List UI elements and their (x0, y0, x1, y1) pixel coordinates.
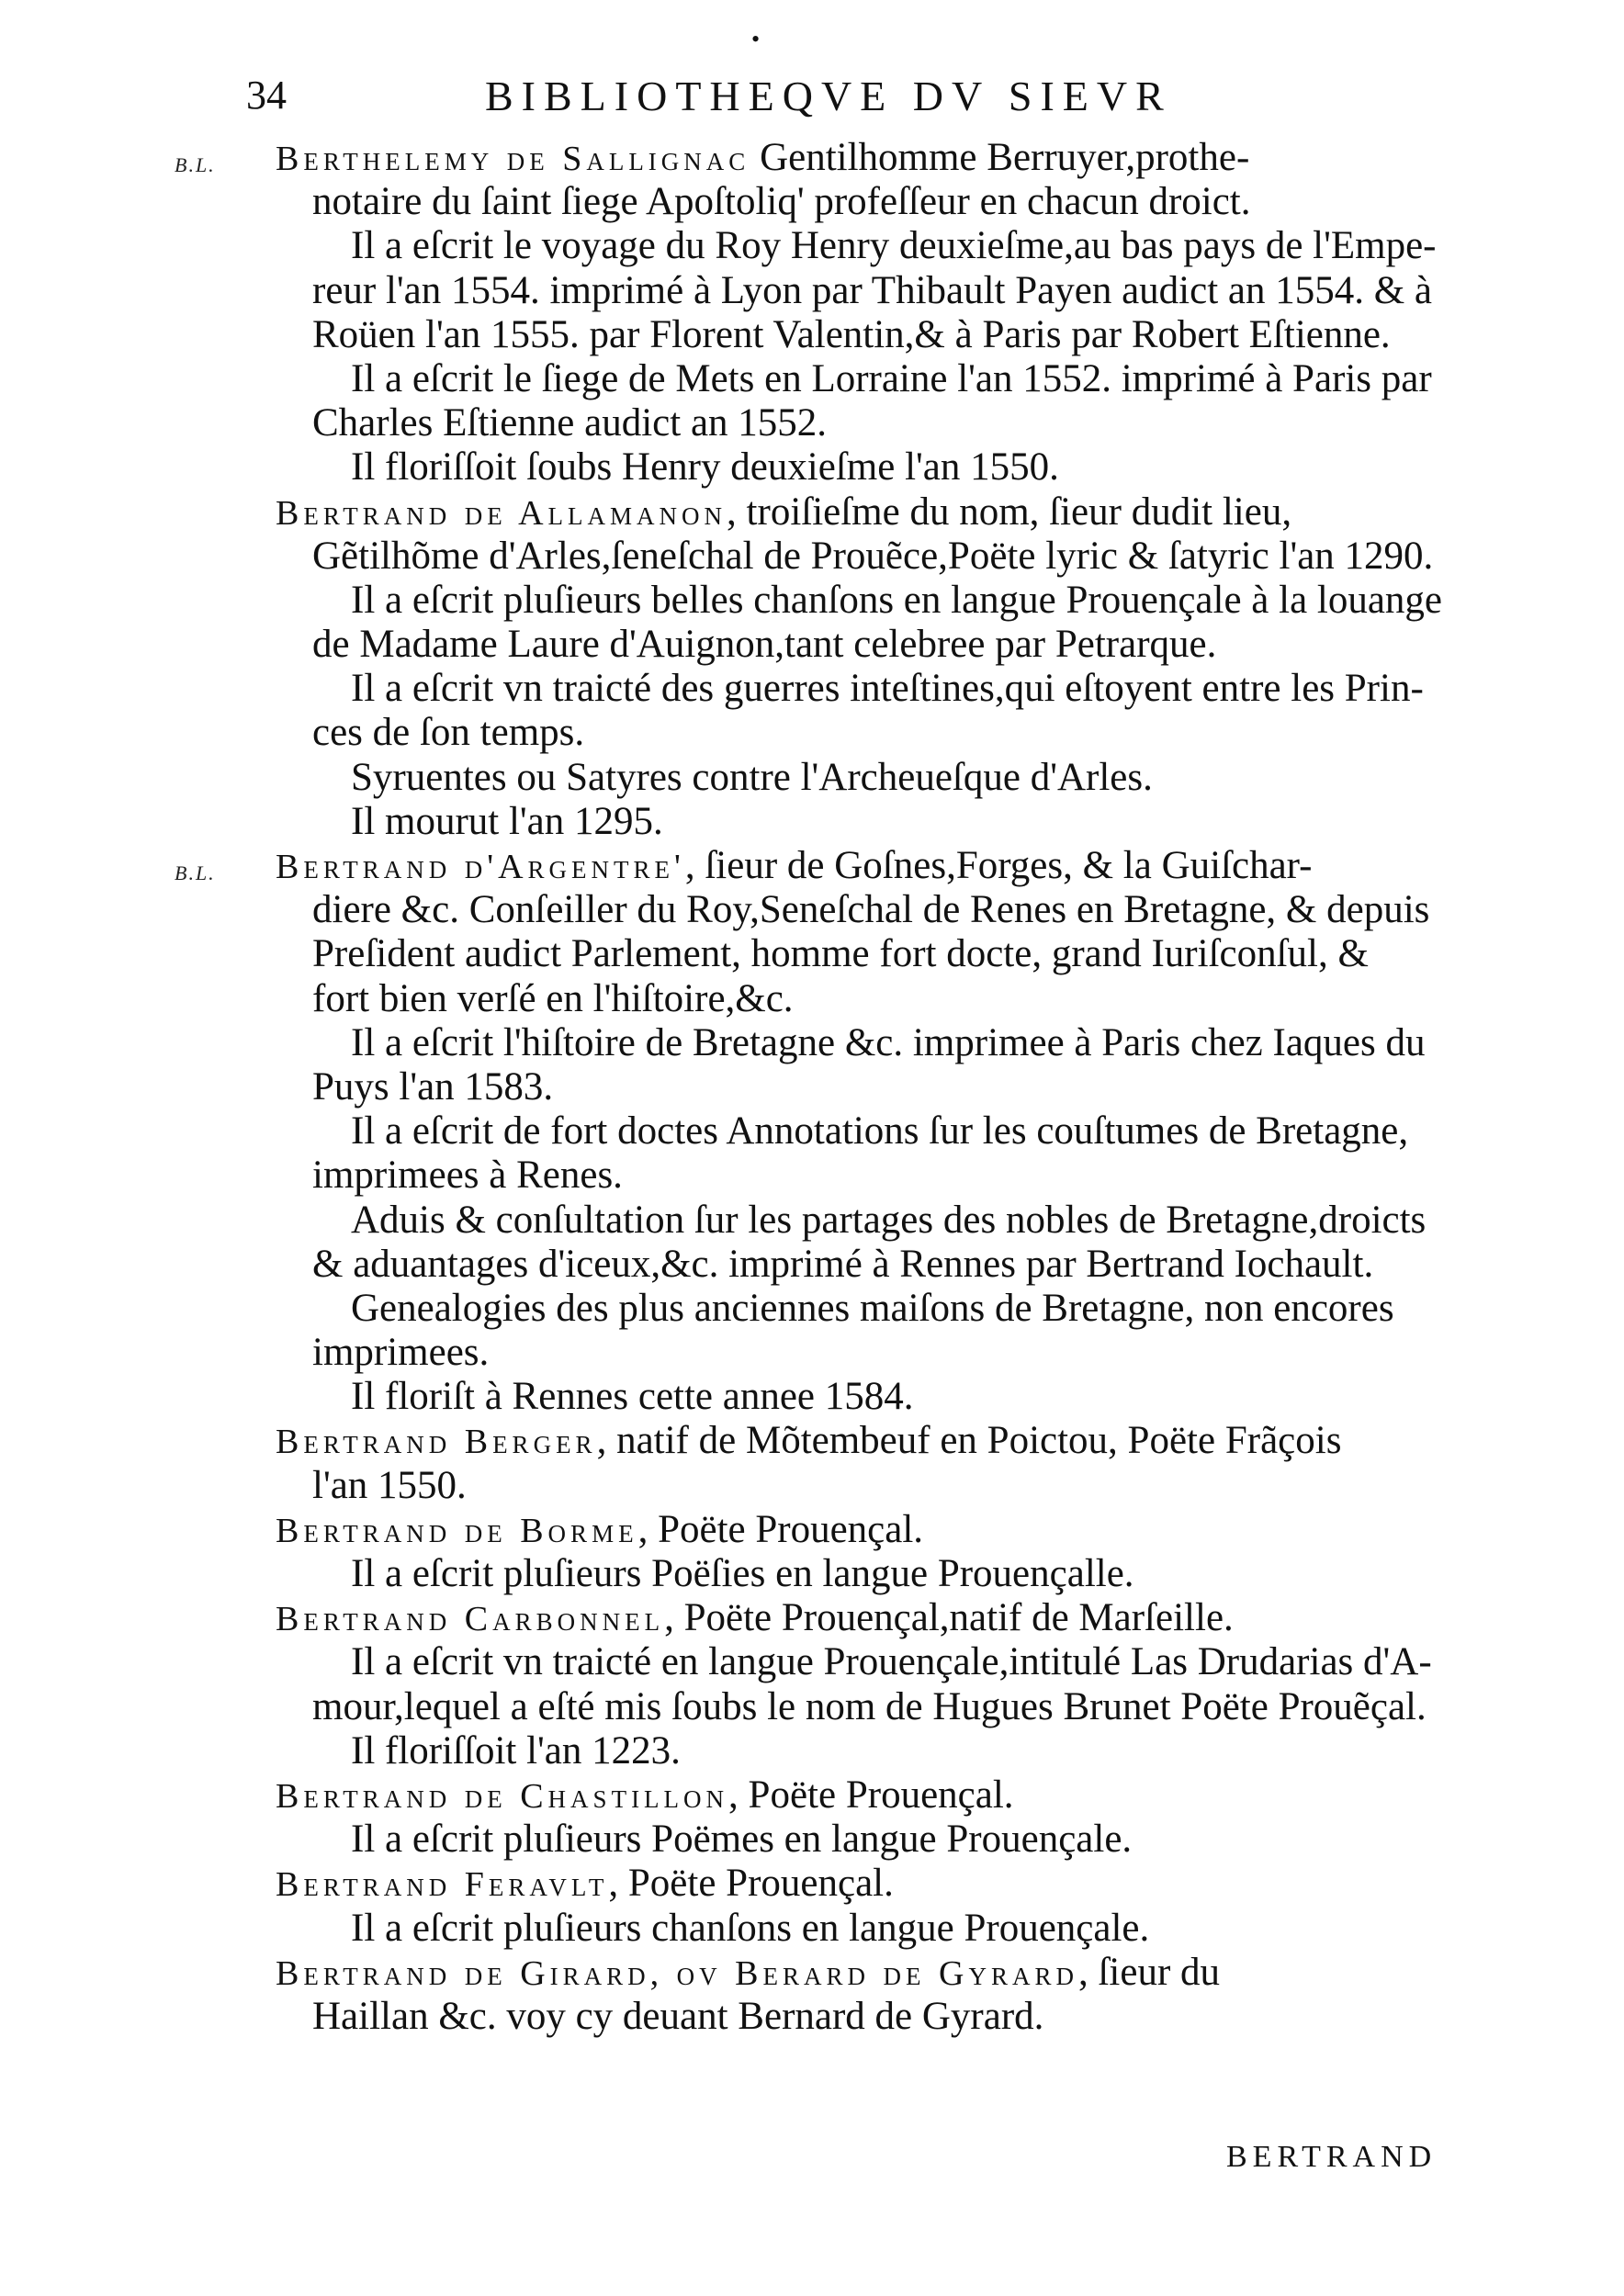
author-description: , ſieur de Goſnes,Forges, & la Guiſchar- (684, 844, 1313, 887)
entry-heading-line (276, 1862, 1460, 1906)
work-line: Il floriſſoit l'an 1223. (351, 1728, 681, 1773)
entry-heading-line (175, 844, 1460, 888)
margin-note: B.L. (175, 153, 216, 176)
work-line: Genealogies des plus anciennes maiſons de Bretagne, non encores (351, 1286, 1394, 1330)
author-name: Bertrand de Chastillon (276, 1776, 729, 1816)
author-name: Bertrand Berger (276, 1423, 597, 1462)
work-line: Charles Eſtienne audict an 1552. (312, 401, 828, 445)
author-name: Bertrand Feravlt (276, 1865, 609, 1905)
author-name: Bertrand de Allamanon (276, 493, 727, 533)
bibliography-entry (276, 490, 1460, 845)
work-line: reur l'an 1554. imprimé à Lyon par Thibault Payen audict an 1554. & à (312, 268, 1433, 312)
bibliography-entry (276, 1596, 1460, 1773)
bibliography-entry (175, 136, 1460, 490)
entry-continuation-line: Preſident audict Parlement, homme fort docte, grand Iuriſconſul, & (312, 932, 1369, 976)
work-line: Puys l'an 1583. (312, 1064, 554, 1109)
author-description: , Poëte Prouençal. (637, 1507, 924, 1551)
bibliography-entry (276, 1773, 1460, 1862)
work-line: & aduantages d'iceux,&c. imprimé à Rennes par Bertrand Iochault. (312, 1242, 1374, 1286)
bibliography-entry (276, 1862, 1460, 1950)
work-line: Il a eſcrit pluſieurs belles chanſons en langue Prouençale à la louange (351, 578, 1443, 622)
entry-continuation-line: fort bien verſé en l'hiſtoire,&c. (312, 976, 794, 1020)
work-line: mour,lequel a eſté mis ſoubs le nom de Hugues Brunet Poëte Prouẽçal. (312, 1684, 1427, 1728)
entry-continuation-line: l'an 1550. (312, 1463, 467, 1507)
entry-heading-line (276, 1508, 1460, 1552)
bibliography-entry (276, 1508, 1460, 1596)
work-line: Il a eſcrit pluſieurs chanſons en langue Prouençale. (351, 1906, 1150, 1950)
work-line: imprimees. (312, 1331, 490, 1375)
bibliography-entry (276, 1419, 1460, 1507)
entry-continuation-line: Haillan &c. voy cy deuant Bernard de Gyrard. (312, 1994, 1044, 2038)
author-description: , Poëte Prouençal. (728, 1773, 1014, 1817)
entry-heading-line (276, 490, 1460, 535)
work-line: Il a eſcrit le voyage du Roy Henry deuxieſme,au bas pays de l'Empe- (351, 224, 1437, 268)
work-line: Il mourut l'an 1295. (351, 799, 663, 843)
work-line: Il a eſcrit pluſieurs Poëmes en langue Prouençale. (351, 1818, 1133, 1862)
author-description: , troiſieſme du nom, ſieur dudit lieu, (727, 490, 1292, 534)
page-header (246, 72, 1275, 136)
entry-continuation-line: diere &c. Conſeiller du Roy,Seneſchal de Renes en Bretagne, & depuis (312, 888, 1430, 932)
entry-continuation-line: notaire du ſaint ſiege Apoſtoliq' profeſſeur en chacun droict. (312, 180, 1251, 224)
author-name: Bertrand de Girard, ov Berard de Gyrard (276, 1953, 1078, 1993)
work-line: Il a eſcrit de fort doctes Annotations ſur les couſtumes de Bretagne, (351, 1109, 1409, 1154)
work-line: Il a eſcrit l'hiſtoire de Bretagne &c. imprimee à Paris chez Iaques du (351, 1020, 1426, 1064)
work-line: Il floriſt à Rennes cette annee 1584. (351, 1375, 914, 1419)
entry-heading-line (276, 1773, 1460, 1818)
author-name: Berthelemy de Sallignac (276, 140, 750, 178)
author-name: Bertrand de Borme (276, 1511, 638, 1550)
author-description: Gentilhomme Berruyer,prothe- (750, 136, 1250, 179)
work-line: ces de ſon temps. (312, 711, 585, 755)
entry-heading-line (276, 1951, 1460, 1995)
work-line: Il a eſcrit pluſieurs Poëſies en langue Prouençalle. (351, 1552, 1134, 1595)
entry-heading-line (276, 1419, 1460, 1463)
entry-heading-line (175, 136, 1460, 180)
page-number: 34 (246, 73, 287, 118)
work-line: Il a eſcrit vn traicté en langue Prouençale,intitulé Las Drudarias d'A- (351, 1640, 1432, 1684)
work-line: Roüen l'an 1555. par Florent Valentin,& à Paris par Robert Eſtienne. (312, 312, 1391, 356)
bibliography-entry (276, 1951, 1460, 2039)
entry-continuation-line: Gẽtilhõme d'Arles,ſeneſchal de Prouẽce,Poëte lyric & ſatyric l'an 1290. (312, 534, 1434, 578)
work-line: Syruentes ou Satyres contre l'Archeueſque d'Arles. (351, 755, 1153, 799)
author-name: Bertrand Carbonnel (276, 1600, 665, 1639)
running-title: BIBLIOTHEQVE DV SIEVR (485, 73, 1172, 119)
author-description: , natif de Mõtembeuf en Poictou, Poëte Frãçois (596, 1419, 1342, 1463)
author-description: , Poëte Prouençal,natif de Marſeille. (664, 1596, 1234, 1640)
catchword: BERTRAND (1226, 2140, 1438, 2174)
author-description: , Poëte Prouençal. (608, 1862, 894, 1906)
work-line: imprimees à Renes. (312, 1154, 623, 1198)
work-line: Il a eſcrit vn traicté des guerres inteſtines,qui eſtoyent entre les Prin- (351, 667, 1424, 711)
bibliography-entry (175, 844, 1460, 1419)
author-name: Bertrand d'Argentre' (276, 848, 685, 886)
body-text (175, 136, 1460, 2039)
work-line: Il floriſſoit ſoubs Henry deuxieſme l'an 1550. (351, 445, 1059, 490)
work-line: de Madame Laure d'Auignon,tant celebree par Petrarque. (312, 623, 1217, 667)
work-line: Il a eſcrit le ſiege de Mets en Lorraine l'an 1552. imprimé à Paris par (351, 356, 1432, 400)
margin-note: B.L. (175, 861, 216, 884)
ink-speck: • (751, 26, 761, 52)
author-description: , ſieur du (1077, 1950, 1221, 1994)
entry-heading-line (276, 1596, 1460, 1640)
work-line: Aduis & conſultation ſur les partages des nobles de Bretagne,droicts (351, 1198, 1427, 1242)
